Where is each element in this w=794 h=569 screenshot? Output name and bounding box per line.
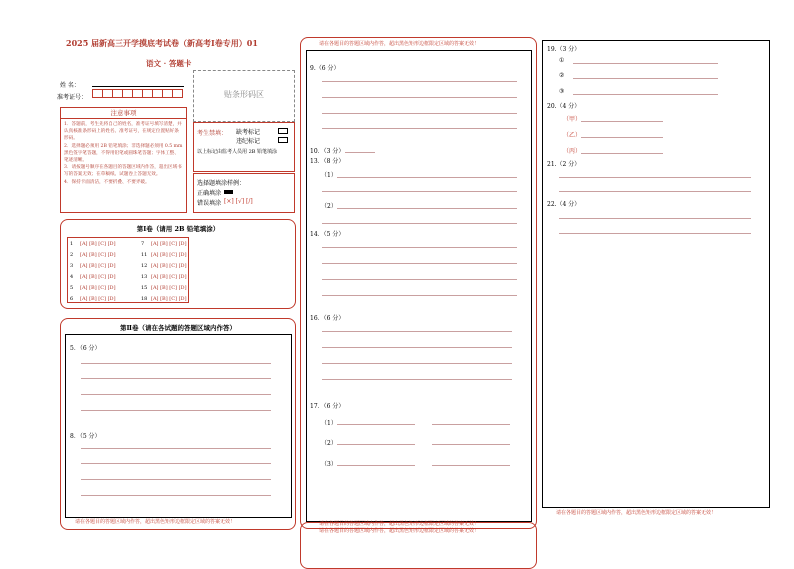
barcode-area	[193, 70, 295, 122]
choice-bubble[interactable]: [C]	[98, 274, 108, 280]
choice-row	[70, 274, 116, 280]
choice-bubble[interactable]: [C]	[169, 263, 179, 269]
choice-bubble[interactable]: [B]	[160, 263, 170, 269]
warning-text: 请在各题目的答题区域内作答，超出黑色矩形边框限定区域的答案无效！	[75, 519, 236, 525]
choice-bubble[interactable]: [B]	[160, 274, 170, 280]
choice-bubble[interactable]: [A]	[80, 241, 90, 247]
choice-bubble[interactable]: [A]	[151, 252, 161, 258]
choice-bubble[interactable]: [D]	[107, 263, 116, 269]
marks-label: 考生禁填：	[197, 130, 228, 137]
question-number: 3	[70, 263, 74, 269]
notice-item: 4．保持卡面清洁，不要折叠、不要弄破。	[64, 179, 150, 185]
choice-bubble[interactable]: [D]	[178, 285, 187, 291]
q17-2-label: （2）	[321, 440, 337, 447]
choice-bubble[interactable]: [B]	[160, 285, 170, 291]
q13-label: 13．（8 分）	[310, 158, 345, 165]
choice-bubble[interactable]: [A]	[151, 285, 161, 291]
question-number: 15	[141, 285, 148, 291]
choice-bubble[interactable]: [A]	[80, 296, 90, 302]
choice-bubble[interactable]: [B]	[89, 274, 99, 280]
choice-bubble[interactable]: [C]	[169, 296, 179, 302]
q14-label: 14．（5 分）	[310, 231, 345, 238]
q19-3-label: ③	[559, 88, 565, 95]
choice-bubble[interactable]: [C]	[98, 285, 108, 291]
absent-label: 缺考标记	[236, 129, 261, 136]
choice-row	[141, 274, 187, 280]
right-answer-area[interactable]	[542, 40, 770, 508]
choice-bubble[interactable]: [A]	[151, 296, 161, 302]
middle-answer-area[interactable]	[306, 50, 532, 522]
choice-bubble[interactable]: [A]	[151, 263, 161, 269]
choice-bubble[interactable]: [B]	[89, 241, 99, 247]
section2-box	[60, 318, 296, 530]
q8-label: 8．（5 分）	[70, 433, 101, 440]
warning-text: 请在各题目的答题区域内作答，超出黑色矩形边框限定区域的答案无效！	[319, 41, 480, 47]
q20-c-label: （丙）	[563, 148, 582, 155]
q16-label: 16．（6 分）	[310, 315, 345, 322]
correct-fill-label: 正确填涂	[197, 190, 222, 197]
question-number: 12	[141, 263, 148, 269]
question-number: 4	[70, 274, 74, 280]
marks-box	[193, 122, 295, 172]
choice-row	[70, 252, 116, 258]
choice-bubble[interactable]: [B]	[89, 252, 99, 258]
choice-bubble[interactable]: [D]	[107, 296, 116, 302]
choice-row	[141, 285, 187, 291]
warning-text: 请在各题目的答题区域内作答，超出黑色矩形边框限定区域的答案无效！	[556, 510, 717, 516]
q17-3-label: （3）	[321, 461, 337, 468]
exam-title: 2025 届新高三开学摸底考试卷（新高考Ⅰ卷专用）01	[66, 38, 258, 48]
q20-b-label: （乙）	[563, 132, 582, 139]
question-number: 5	[70, 285, 74, 291]
question-number: 7	[141, 241, 145, 247]
card-subtitle: 语文 · 答题卡	[146, 59, 192, 68]
choice-bubble[interactable]: [B]	[89, 263, 99, 269]
choice-bubble[interactable]: [A]	[80, 285, 90, 291]
q19-label: 19.（3 分）	[547, 46, 581, 53]
choice-bubble[interactable]: [C]	[169, 252, 179, 258]
wrong-fill-label: 错误填涂	[197, 200, 222, 207]
q10-label: 10．（3 分）	[310, 148, 345, 155]
warning-text: 请在各题目的答题区域内作答，超出黑色矩形边框限定区域的答案无效！	[319, 528, 480, 534]
violation-checkbox[interactable]	[278, 137, 288, 143]
choice-bubble[interactable]: [A]	[80, 252, 90, 258]
choice-row	[141, 241, 187, 247]
q19-2-label: ②	[559, 72, 565, 79]
choice-bubble[interactable]: [D]	[107, 252, 116, 258]
q13-1-label: （1）	[321, 172, 337, 179]
notice-item: 1．答题前，考生先将自己的姓名，准考证号填写清楚，并认真核准条形码上的姓名、准考证号，在规定位置贴好条形码。	[64, 122, 182, 142]
choice-bubble[interactable]: [D]	[178, 263, 187, 269]
choice-row	[141, 252, 187, 258]
choice-bubble[interactable]: [A]	[80, 274, 90, 280]
question-number: 11	[141, 252, 148, 258]
exam-no-label: 准考证号：	[57, 94, 88, 101]
choice-bubble[interactable]: [B]	[160, 241, 170, 247]
choice-bubble[interactable]: [B]	[89, 285, 99, 291]
notice-heading: 注意事项	[61, 108, 186, 119]
section1-box	[60, 219, 296, 309]
name-field[interactable]	[92, 86, 184, 87]
choice-bubble[interactable]: [C]	[169, 274, 179, 280]
choice-bubble[interactable]: [D]	[178, 252, 187, 258]
exam-no-boxes[interactable]	[92, 89, 182, 100]
choice-bubble[interactable]: [A]	[151, 274, 161, 280]
choice-bubble[interactable]: [C]	[98, 263, 108, 269]
choice-row	[70, 241, 116, 247]
choice-bubble[interactable]: [C]	[98, 296, 108, 302]
notice-item: 2．选择题必须用 2B 铅笔填涂；非选择题必须用 0.5 mm 黑色签字笔答题，不得用铅笔或圆珠笔答题；字体工整、笔迹清晰。	[64, 143, 183, 164]
choice-bubble[interactable]: [C]	[98, 241, 108, 247]
choice-bubble[interactable]: [C]	[169, 241, 179, 247]
question-number: 1	[70, 241, 74, 247]
notice-item: 3．请按题号顺序在各题目的答题区域内作答，超出区域书写的答案无效；在草稿纸、试题卷上答题无效。	[64, 165, 182, 178]
choice-bubble[interactable]: [D]	[178, 274, 187, 280]
fill-example-box	[193, 173, 295, 213]
choice-row	[70, 263, 116, 269]
choice-row	[141, 296, 187, 302]
choice-bubble[interactable]: [C]	[98, 252, 108, 258]
warning-text: 请在各题目的答题区域内作答，超出黑色矩形边框限定区域的答案无效！	[319, 521, 480, 527]
filled-mark-icon	[224, 190, 233, 194]
question-number: 6	[70, 296, 74, 302]
violation-label: 违纪标记	[236, 138, 261, 145]
q20-a-label: （甲）	[563, 116, 582, 123]
absent-checkbox[interactable]	[278, 128, 288, 134]
choice-row	[141, 263, 187, 269]
choice-bubble[interactable]: [D]	[178, 296, 187, 302]
q22-label: 22.（4 分）	[547, 201, 581, 208]
choice-bubble[interactable]: [C]	[169, 285, 179, 291]
q5-label: 5．（6 分）	[70, 345, 101, 352]
section1-title: 第Ⅰ卷（请用 2B 铅笔填涂）	[136, 225, 220, 233]
choice-bubble[interactable]: [D]	[107, 285, 116, 291]
choice-bubble[interactable]: [D]	[107, 274, 116, 280]
question-number: 18	[141, 296, 148, 302]
middle-panel	[300, 37, 537, 529]
name-label: 姓 名：	[60, 82, 80, 89]
q17-1-label: （1）	[321, 420, 337, 427]
question-number: 2	[70, 252, 74, 258]
choice-row	[70, 285, 116, 291]
choice-bubble[interactable]: [D]	[178, 241, 187, 247]
section2-answer-area[interactable]	[65, 334, 292, 518]
wrong-fill-marks: [×] [√] [/]	[224, 198, 253, 205]
q9-label: 9.（6 分）	[310, 65, 340, 72]
choice-row	[70, 296, 116, 302]
choice-bubble[interactable]: [B]	[160, 252, 170, 258]
barcode-label: 贴条形码区	[224, 90, 264, 99]
fill-example-heading: 选择题填涂样例：	[197, 180, 246, 187]
choice-bubble[interactable]: [B]	[160, 296, 170, 302]
choice-bubble[interactable]: [D]	[107, 241, 116, 247]
q13-2-label: （2）	[321, 203, 337, 210]
q17-label: 17．（6 分）	[310, 403, 345, 410]
notice-box	[60, 107, 187, 213]
choice-bubble[interactable]: [B]	[89, 296, 99, 302]
question-number: 13	[141, 274, 148, 280]
marks-note: 以上标记由监考人员用 2B 铅笔填涂	[197, 149, 278, 155]
q21-label: 21.（2 分）	[547, 161, 581, 168]
q20-label: 20.（4 分）	[547, 103, 581, 110]
choice-bubble[interactable]: [A]	[151, 241, 161, 247]
choice-bubble[interactable]: [A]	[80, 263, 90, 269]
section2-title: 第Ⅱ卷（请在各试题的答题区域内作答）	[120, 324, 236, 332]
q19-1-label: ①	[559, 57, 565, 64]
